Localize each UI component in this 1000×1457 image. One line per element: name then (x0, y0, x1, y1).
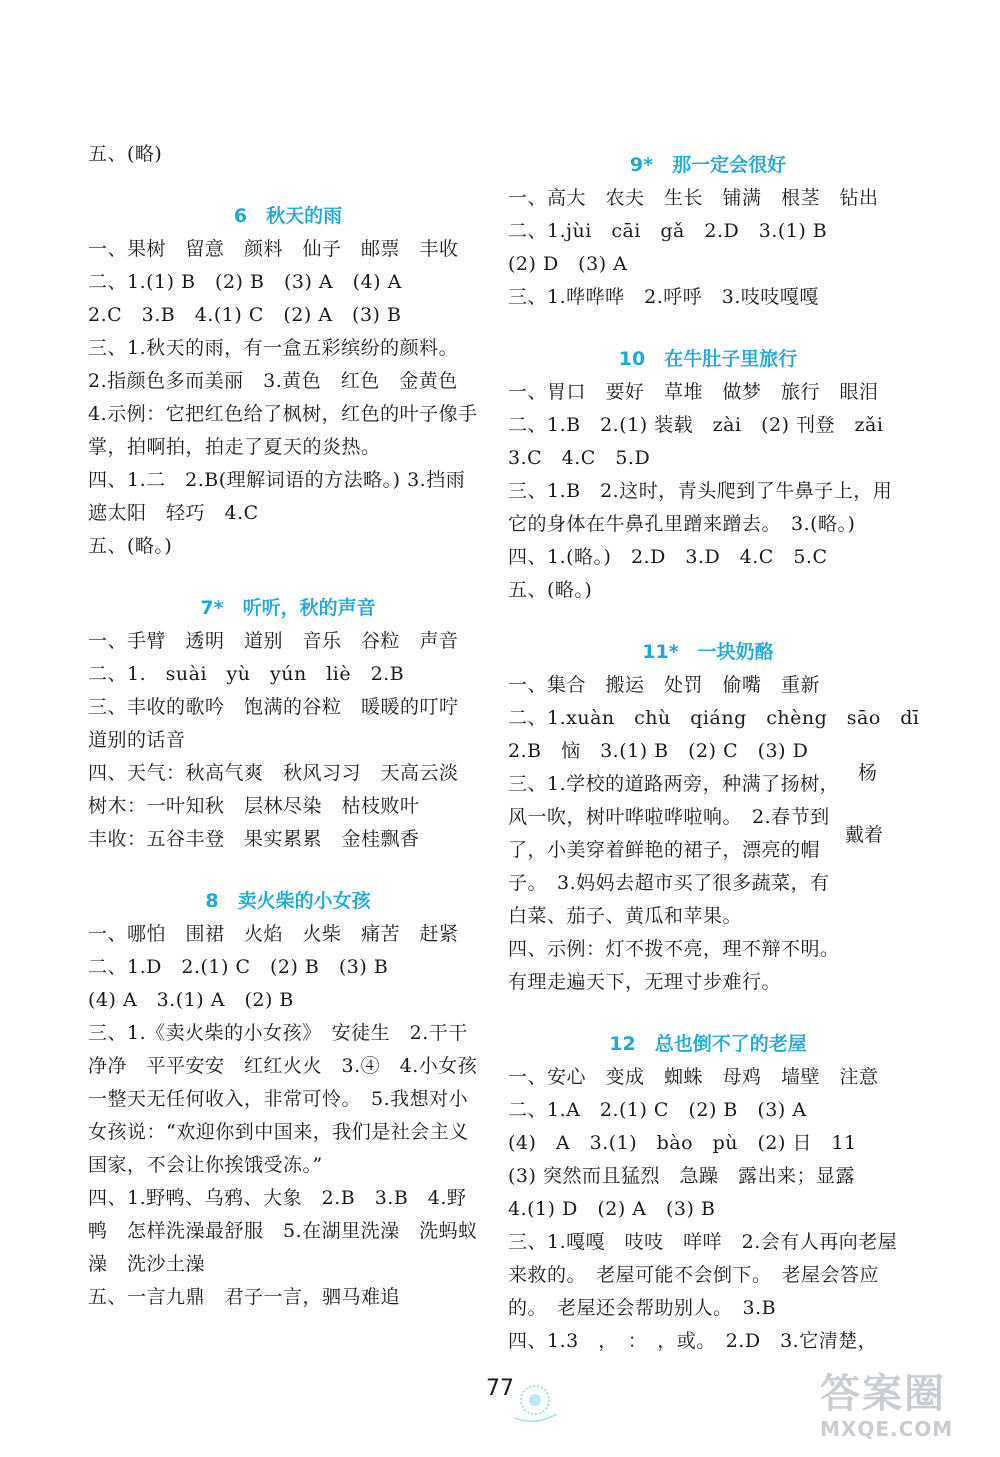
answer-line: 二、1.jùi cāi gǎ 2.D 3.(1) B (508, 220, 828, 242)
answer-line: 四、天气：秋高气爽 秋风习习 天高云淡 (88, 762, 459, 784)
lesson-heading: 9* 那一定会很好 (629, 154, 787, 176)
section-gap (508, 314, 908, 332)
answer-line: 来救的。 老屋可能不会倒下。 老屋会答应 (508, 1264, 880, 1286)
margin-note-daizhe: 戴着 (845, 824, 884, 846)
answer-line: 了，小美穿着鲜艳的裙子，漂亮的帽 (508, 839, 821, 861)
margin-note-yang: 杨 (858, 762, 878, 784)
answer-line: 三、1.B 2.这时，青头爬到了牛鼻子上，用 (508, 480, 893, 502)
answer-line: 遮太阳 轻巧 4.C (88, 502, 259, 524)
answer-line: (2) D (3) A (508, 253, 628, 275)
answer-line: 3.C 4.C 5.D (508, 447, 651, 469)
answer-line: 四、1.3 ， ： ，或。 2.D 3.它清楚， (508, 1330, 878, 1352)
answer-line: 一整天无任何收入，非常可怜。 5.我想对小 (88, 1088, 469, 1110)
answer-line: 的。 老屋还会帮助别人。 3.B (508, 1297, 777, 1319)
answer-line: 一、高大 农夫 生长 铺满 根茎 钻出 (508, 187, 879, 209)
answer-line: 掌，拍啊拍，拍走了夏天的炎热。 (88, 436, 381, 458)
watermark-logo (820, 1372, 990, 1452)
answer-line: 五、(略。) (508, 579, 593, 601)
lesson-heading: 6 秋天的雨 (233, 205, 343, 227)
watermark-title: 答案圈 (820, 1371, 946, 1417)
answer-line: 一、手臂 透明 道别 音乐 谷粒 声音 (88, 630, 459, 652)
left-column (88, 138, 488, 1314)
answer-line: 五、一言九鼎 君子一言，驷马难追 (88, 1286, 401, 1308)
answer-line: 二、1.A 2.(1) C (2) B (3) A (508, 1099, 807, 1121)
answer-line: 四、1.二 2.B(理解词语的方法略。) 3.挡雨 (88, 469, 466, 491)
answer-line: 风一吹，树叶哗啦哗啦响。 2.春节到 (508, 806, 830, 828)
lesson-heading: 7* 听听，秋的声音 (200, 597, 376, 619)
answer-line: 道别的话音 (88, 729, 186, 751)
answer-line: 二、1.B 2.(1) 装载 zài (2) 刊登 zǎi (508, 414, 884, 436)
answer-line: 二、1. suài yù yún liè 2.B (88, 663, 405, 685)
lesson-heading: 11* 一块奶酪 (642, 641, 774, 663)
answer-line: 女孩说：“欢迎你到中国来，我们是社会主义 (88, 1121, 469, 1143)
answer-line: 二、1.D 2.(1) C (2) B (3) B (88, 956, 389, 978)
section-gap (88, 171, 488, 189)
answer-line: 三、丰收的歌吟 饱满的谷粒 暖暖的叮咛 (88, 696, 459, 718)
answer-line: 一、集合 搬运 处罚 偷嘴 重新 (508, 674, 821, 696)
lesson-heading: 12 总也倒不了的老屋 (609, 1033, 807, 1055)
section-gap (508, 999, 908, 1017)
answer-line: 二、1.xuàn chù qiáng chèng sāo dī (508, 707, 920, 729)
answer-line: 白菜、茄子、黄瓜和苹果。 (508, 905, 743, 927)
section-gap (88, 563, 488, 581)
page-number: 77 (486, 1376, 514, 1401)
right-column (508, 138, 920, 1358)
answer-line: 国家，不会让你挨饿受冻。” (88, 1154, 323, 1176)
answer-line: 丰收：五谷丰登 果实累累 金桂飘香 (88, 828, 420, 850)
answer-line: (4) A 3.(1) A (2) B (88, 989, 294, 1011)
answer-line: 2.B 恼 3.(1) B (2) C (3) D (508, 740, 809, 762)
lesson-heading: 8 卖火柴的小女孩 (205, 890, 371, 912)
answer-line: 一、胃口 要好 草堆 做梦 旅行 眼泪 (508, 381, 879, 403)
answer-line: 子。 3.妈妈去超市买了很多蔬菜，有 (508, 872, 830, 894)
watermark-url: MXQE.COM (820, 1417, 954, 1441)
answer-line: 一、安心 变成 蜘蛛 母鸡 墙壁 注意 (508, 1066, 879, 1088)
answer-line: 四、示例：灯不拨不亮，理不辩不明。 (508, 938, 840, 960)
answer-line: 4.示例：它把红色给了枫树，红色的叶子像手 (88, 403, 478, 425)
lesson-heading: 10 在牛肚子里旅行 (618, 348, 798, 370)
answer-line: 它的身体在牛鼻孔里蹭来蹭去。 3.(略。) (508, 513, 856, 535)
answer-line: 2.C 3.B 4.(1) C (2) A (3) B (88, 304, 402, 326)
answer-line: 三、1.学校的道路两旁，种满了扬树， (508, 773, 840, 795)
answer-line: 五、(略。) (88, 535, 173, 557)
answer-line: 三、1.嘎嘎 吱吱 咩咩 2.会有人再向老屋 (508, 1231, 898, 1253)
section-gap (88, 856, 488, 874)
answer-line: 五、(略) (88, 143, 163, 165)
answer-line: 有理走遍天下，无理寸步难行。 (508, 971, 782, 993)
answer-line: 三、1.秋天的雨，有一盒五彩缤纷的颜料。 (88, 337, 459, 359)
answer-line: 四、1.野鸭、乌鸦、大象 2.B 3.B 4.野 (88, 1187, 467, 1209)
answer-line: 三、1.《卖火柴的小女孩》 安徒生 2.干干 (88, 1022, 468, 1044)
answer-line: 一、果树 留意 颜料 仙子 邮票 丰收 (88, 238, 459, 260)
answer-line: 澡 洗沙土澡 (88, 1253, 206, 1275)
answer-line: 净净 平平安安 红红火火 3.④ 4.小女孩 (88, 1055, 478, 1077)
answer-line: 树木：一叶知秋 层林尽染 枯枝败叶 (88, 795, 420, 817)
answer-line: 二、1.(1) B (2) B (3) A (4) A (88, 271, 402, 293)
answer-line: (4) A 3.(1) bào pù (2) 日 11 (508, 1132, 857, 1154)
answer-line: 四、1.(略。) 2.D 3.D 4.C 5.C (508, 546, 828, 568)
answer-line: 2.指颜色多而美丽 3.黄色 红色 金黄色 (88, 370, 458, 392)
answer-line: 一、哪怕 围裙 火焰 火柴 痛苦 赶紧 (88, 923, 459, 945)
answer-line: (3) 突然而且猛烈 急躁 露出来；显露 (508, 1165, 855, 1187)
answer-line: 三、1.哗哗哗 2.呼呼 3.吱吱嘎嘎 (508, 286, 819, 308)
section-gap (508, 607, 908, 625)
answer-line: 鸭 怎样洗澡最舒服 5.在湖里洗澡 洗蚂蚁 (88, 1220, 478, 1242)
answer-line: 4.(1) D (2) A (3) B (508, 1198, 716, 1220)
